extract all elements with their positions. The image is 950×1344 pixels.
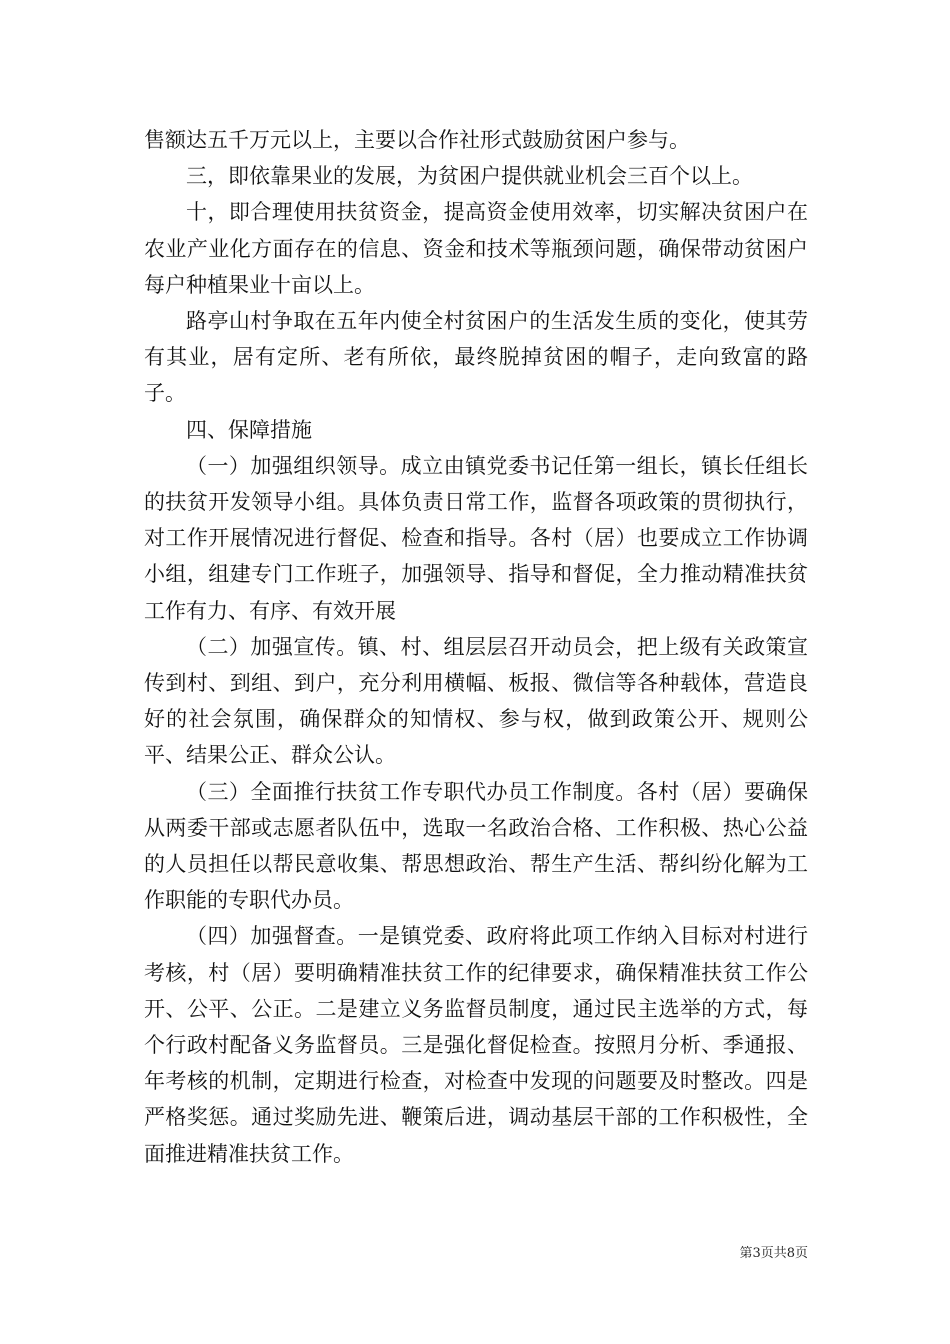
paragraph-funding-use: 十，即合理使用扶贫资金，提高资金使用效率，切实解决贫困户在农业产业化方面存在的信息、资金和技术等瓶颈问题，确保带动贫困户每户种植果业十亩以上。 <box>144 200 808 297</box>
paragraph-organization-leadership: （一）加强组织领导。成立由镇党委书记任第一组长，镇长任组长的扶贫开发领导小组。具体负责日常工作，监督各项政策的贯彻执行，对工作开展情况进行督促、检查和指导。各村（居）也要成立工作协调小组，组建专门工作班子，加强领导、指导和督促，全力推动精准扶贫工作有力、有序、有效开展 <box>144 453 808 623</box>
paragraph-employment-target: 三，即依靠果业的发展，为贫困户提供就业机会三百个以上。 <box>186 164 753 189</box>
paragraph-supervision: （四）加强督查。一是镇党委、政府将此项工作纳入目标对村进行考核，村（居）要明确精准扶贫工作的纪律要求，确保精准扶贫工作公开、公平、公正。二是建立义务监督员制度，通过民主选举的方式，每个行政村配备义务监督员。三是强化督促检查。按照月分析、季通报、年考核的机制，定期进行检查，对检查中发现的问题要及时整改。四是严格奖惩。通过奖励先进、鞭策后进，调动基层干部的工作积极性，全面推进精准扶贫工作。 <box>144 924 808 1166</box>
section-heading-safeguards: 四、保障措施 <box>186 417 312 442</box>
paragraph-sales-target: 售额达五千万元以上，主要以合作社形式鼓励贫困户参与。 <box>144 128 690 152</box>
paragraph-agent-system: （三）全面推行扶贫工作专职代办员工作制度。各村（居）要确保从两委干部或志愿者队伍中，选取一名政治合格、工作积极、热心公益的人员担任以帮民意收集、帮思想政治、帮生产生活、帮纠纷化解为工作职能的专职代办员。 <box>144 779 808 913</box>
page-number-label: 第3页共8页 <box>739 1246 808 1261</box>
page-number-footer <box>690 1246 808 1262</box>
paragraph-publicity: （二）加强宣传。镇、村、组层层召开动员会，把上级有关政策宣传到村、到组、到户，充分利用横幅、板报、微信等各种载体，营造良好的社会氛围，确保群众的知情权、参与权，做到政策公开、规则公平、结果公正、群众公认。 <box>144 634 808 768</box>
document-body <box>144 122 808 1172</box>
paragraph-village-goal: 路亭山村争取在五年内使全村贫困户的生活发生质的变化，使其劳有其业，居有定所、老有所依，最终脱掉贫困的帽子，走向致富的路子。 <box>144 309 808 406</box>
